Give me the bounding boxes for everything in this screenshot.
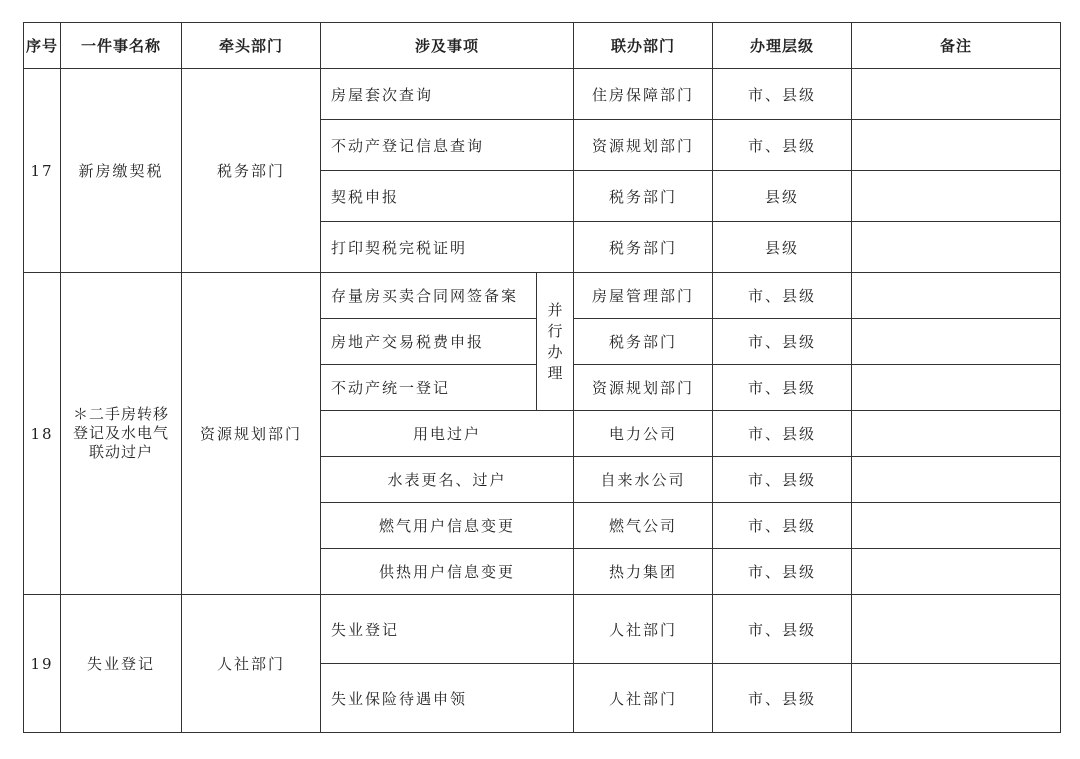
header-row: [24, 23, 1061, 69]
joint-cell: 燃气公司: [574, 503, 713, 549]
header-matters: 涉及事项: [321, 23, 574, 69]
matter-cell: 房屋套次查询: [321, 69, 574, 120]
header-note: 备注: [852, 23, 1061, 69]
header-seq: 序号: [24, 23, 61, 69]
seq-cell: 17: [24, 69, 61, 273]
seq-cell: 19: [24, 595, 61, 733]
joint-cell: 税务部门: [574, 222, 713, 273]
level-cell: 市、县级: [713, 503, 852, 549]
item-label: ＊二手房转移登记及水电气联动过户: [72, 405, 169, 461]
note-cell: [852, 411, 1061, 457]
note-cell: [852, 171, 1061, 222]
note-cell: [852, 319, 1061, 365]
item-cell: 失业登记: [61, 595, 182, 733]
item-cell: 新房缴契税: [61, 69, 182, 273]
matter-cell: 燃气用户信息变更: [321, 503, 574, 549]
level-cell: 市、县级: [713, 664, 852, 733]
matter-cell: 不动产统一登记: [321, 365, 537, 411]
matter-cell: 用电过户: [321, 411, 574, 457]
note-cell: [852, 549, 1061, 595]
level-cell: 市、县级: [713, 69, 852, 120]
level-cell: 市、县级: [713, 457, 852, 503]
note-cell: [852, 664, 1061, 733]
item-cell: [61, 273, 182, 595]
note-cell: [852, 120, 1061, 171]
level-cell: 县级: [713, 171, 852, 222]
parallel-cell: [537, 273, 574, 411]
level-cell: 市、县级: [713, 549, 852, 595]
matter-cell: 水表更名、过户: [321, 457, 574, 503]
matter-cell: 打印契税完税证明: [321, 222, 574, 273]
joint-cell: 热力集团: [574, 549, 713, 595]
matter-cell: 失业保险待遇申领: [321, 664, 574, 733]
level-cell: 市、县级: [713, 595, 852, 664]
matter-cell: 失业登记: [321, 595, 574, 664]
parallel-label: 并行办理: [547, 300, 565, 382]
joint-cell: 人社部门: [574, 595, 713, 664]
table-row: [24, 595, 1061, 664]
level-cell: 市、县级: [713, 273, 852, 319]
header-joint: 联办部门: [574, 23, 713, 69]
matter-cell: 契税申报: [321, 171, 574, 222]
seq-cell: 18: [24, 273, 61, 595]
joint-cell: 资源规划部门: [574, 120, 713, 171]
level-cell: 市、县级: [713, 365, 852, 411]
header-item: 一件事名称: [61, 23, 182, 69]
table-row: [24, 273, 1061, 319]
matters-table: [23, 22, 1061, 733]
level-cell: 县级: [713, 222, 852, 273]
header-lead: 牵头部门: [182, 23, 321, 69]
level-cell: 市、县级: [713, 120, 852, 171]
level-cell: 市、县级: [713, 319, 852, 365]
note-cell: [852, 69, 1061, 120]
table-row: [24, 69, 1061, 120]
level-cell: 市、县级: [713, 411, 852, 457]
joint-cell: 税务部门: [574, 319, 713, 365]
note-cell: [852, 273, 1061, 319]
joint-cell: 电力公司: [574, 411, 713, 457]
header-level: 办理层级: [713, 23, 852, 69]
note-cell: [852, 595, 1061, 664]
lead-cell: 税务部门: [182, 69, 321, 273]
matter-cell: 不动产登记信息查询: [321, 120, 574, 171]
note-cell: [852, 503, 1061, 549]
joint-cell: 住房保障部门: [574, 69, 713, 120]
joint-cell: 人社部门: [574, 664, 713, 733]
note-cell: [852, 457, 1061, 503]
note-cell: [852, 222, 1061, 273]
matter-cell: 房地产交易税费申报: [321, 319, 537, 365]
lead-cell: 人社部门: [182, 595, 321, 733]
joint-cell: 自来水公司: [574, 457, 713, 503]
lead-cell: 资源规划部门: [182, 273, 321, 595]
joint-cell: 资源规划部门: [574, 365, 713, 411]
note-cell: [852, 365, 1061, 411]
matter-cell: 供热用户信息变更: [321, 549, 574, 595]
matter-cell: 存量房买卖合同网签备案: [321, 273, 537, 319]
joint-cell: 税务部门: [574, 171, 713, 222]
joint-cell: 房屋管理部门: [574, 273, 713, 319]
